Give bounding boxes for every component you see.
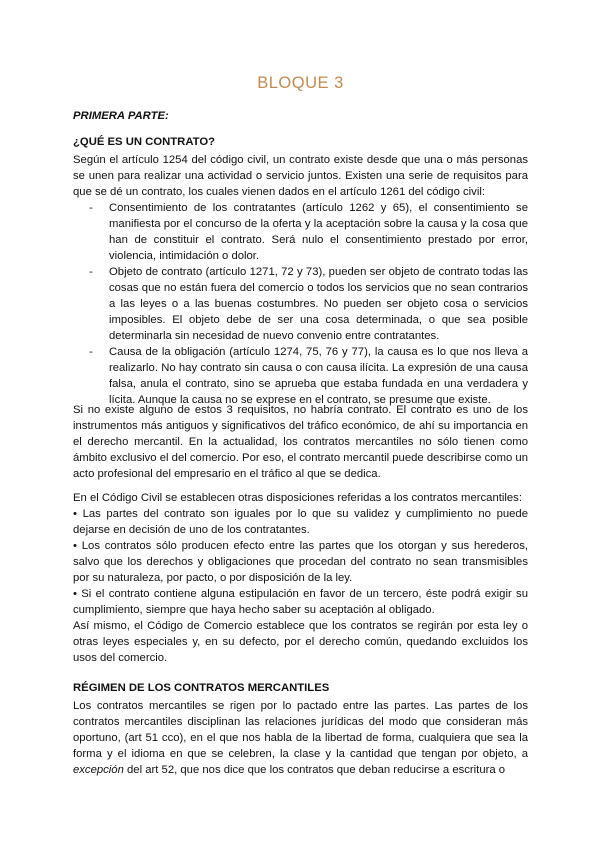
civil-code-bullets — [73, 506, 528, 618]
requirement-text: Causa de la obligación (artículo 1274, 75, 76 y 77), la causa es lo que nos lleva a realizarlo. No hay contrato sin causa o con causa ilícita. La expresión de una causa falsa, anula el contrato, sino se aprueba que estaba fundada en una verdadera y lícita. Aunque la causa no se exprese en el contrato, se presume que existe. — [109, 346, 528, 406]
list-item: • Los contratos sólo producen efecto entre las partes que los otorgan y sus herederos, salvo que los derechos y obligaciones que procedan del contrato no sean transmisibles por su naturaleza, por pacto, o por disposición de la ley. — [73, 540, 528, 584]
emphasis-word: excepción — [73, 764, 124, 776]
part-heading: PRIMERA PARTE: — [73, 110, 169, 122]
requirement-text: Objeto de contrato (artículo 1271, 72 y 73), pueden ser objeto de contrato todas las cosas que no están fuera del comercio o todos los servicios que no sean contrarios a las leyes o a las buenas costumbres. No pueden ser objeto cosa o servicios imposibles. El objeto debe de ser una cosa determinada, o que sea posible determinarla sin necesidad de nuevo convenio entre contratantes. — [109, 266, 528, 342]
page-title: BLOQUE 3 — [257, 74, 344, 92]
paragraph-civil-code-intro: En el Código Civil se establecen otras disposiciones referidas a los contratos mercantiles: — [73, 492, 522, 504]
paragraph-importance: Si no existe alguno de estos 3 requisitos, no habría contrato. El contrato es uno de los instrumentos más antiguos y significativos del tráfico económico, de ahí su importancia en el derecho mercantil. En la actualidad, los contratos mercantiles no sólo tienen como ámbito exclusivo el del comercio. Por eso, el contrato mercantil puede describirse como un acto profesional del empresario en el tráfico al que se dedica. — [73, 404, 528, 480]
section-heading-regime: RÉGIMEN DE LOS CONTRATOS MERCANTILES — [73, 682, 330, 694]
list-item — [73, 200, 528, 264]
regime-text-cont: del art 52, que nos dice que los contratos que deban reducirse a escritura o — [123, 764, 506, 776]
regime-text: Los contratos mercantiles se rigen por lo pactado entre las partes. Las partes de los contratos mercantiles disciplinan las relaciones jurídicas del modo que consideran más oportuno, (art 51 cco), en el que nos habla de la libertad de forma, cualquiera que sea la forma y el idioma en que se celebren, la clase y la cantidad que tengan por objeto, a — [73, 700, 528, 760]
requirements-list — [73, 200, 528, 408]
intro-paragraph: Según el artículo 1254 del código civil, un contrato existe desde que una o más personas se unen para realizar una actividad o servicio juntos. Existen una serie de requisitos para que se dé un contrato, los cuales vienen dados en el artículo 1261 del código civil: — [73, 154, 528, 198]
list-item — [73, 344, 528, 408]
list-item: • Las partes del contrato son iguales por lo que su validez y cumplimiento no puede dejarse en decisión de uno de los contratantes. — [73, 508, 528, 536]
paragraph-commerce-code: Así mismo, el Código de Comercio establece que los contratos se regirán por esta ley o otras leyes especiales y, en su defecto, por el derecho común, quedando excluidos los usos del comercio. — [73, 620, 528, 664]
section-heading-contract: ¿QUÉ ES UN CONTRATO? — [73, 136, 216, 148]
requirement-text: Consentimiento de los contratantes (artículo 1262 y 65), el consentimiento se manifiesta por el concurso de la oferta y la aceptación sobre la causa y la cosa que han de constituir el contrato. Será nulo el consentimiento prestado por error, violencia, intimidación o dolor. — [109, 202, 528, 262]
dash-marker: - — [89, 266, 93, 278]
dash-marker: - — [89, 346, 93, 358]
paragraph-regime — [73, 698, 528, 778]
dash-marker: - — [89, 202, 93, 214]
list-item — [73, 264, 528, 344]
list-item: • Si el contrato contiene alguna estipulación en favor de un tercero, éste podrá exigir su cumplimiento, siempre que haya hecho saber su aceptación al obligado. — [73, 588, 528, 616]
